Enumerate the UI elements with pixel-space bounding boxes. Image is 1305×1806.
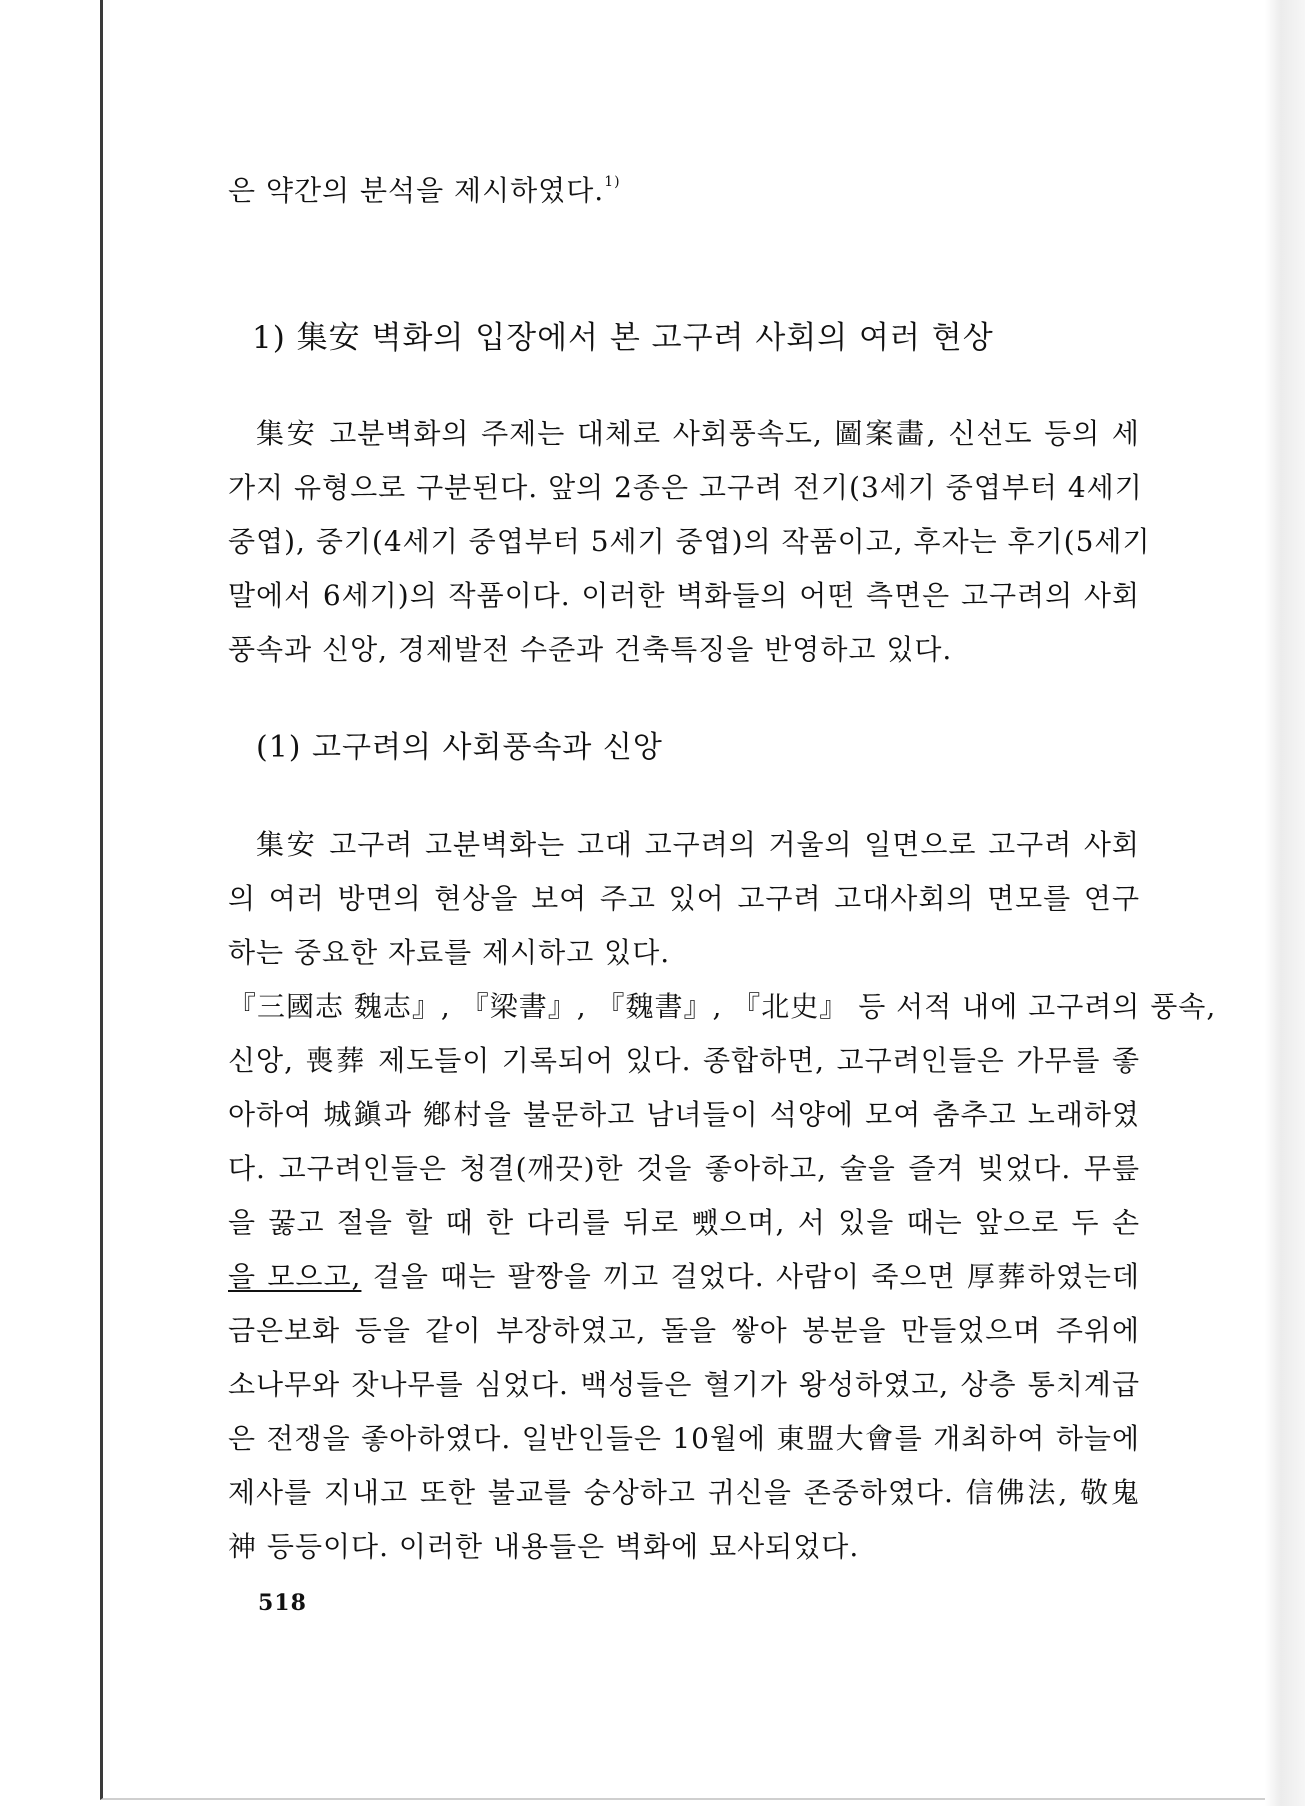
paragraph-line-rest: 걸을 때는 팔짱을 끼고 걸었다. 사람이 죽으면 厚葬하였는데 [361,1260,1140,1293]
paragraph-2 [228,818,1140,980]
paragraph-1 [228,407,1151,677]
paragraph-3 [228,980,1217,1574]
paragraph-line: 은 전쟁을 좋아하였다. 일반인들은 10월에 東盟大會를 개최하여 하늘에 [228,1422,1140,1455]
paragraph-line: 금은보화 등을 같이 부장하였고, 돌을 쌓아 봉분을 만들었으며 주위에 [228,1314,1140,1347]
paragraph-line: 말에서 6세기)의 작품이다. 이러한 벽화들의 어떤 측면은 고구려의 사회 [228,579,1140,612]
paragraph-line: 중엽), 중기(4세기 중엽부터 5세기 중엽)의 작품이고, 후자는 후기(5세기 [228,525,1151,558]
paragraph-line: 하는 중요한 자료를 제시하고 있다. [228,936,671,969]
page-edge-shadow [1265,0,1305,1806]
paragraph-line: 가지 유형으로 구분된다. 앞의 2종은 고구려 전기(3세기 중엽부터 4세기 [228,471,1143,504]
paragraph-line: 신앙, 喪葬 제도들이 기록되어 있다. 종합하면, 고구려인들은 가무를 좋 [228,1044,1140,1077]
paragraph-line: 을 꿇고 절을 할 때 한 다리를 뒤로 뺐으며, 서 있을 때는 앞으로 두 손 [228,1206,1140,1239]
intro-text [228,155,1140,218]
paragraph-line [228,1250,1140,1304]
subsection-heading: (1) 고구려의 사회풍속과 신앙 [256,730,663,765]
footnote-marker: 1) [604,174,621,190]
underlined-phrase: 을 모으고, [228,1260,362,1293]
intro-line: 은 약간의 분석을 제시하였다. [228,174,605,207]
paragraph-line: 神 등등이다. 이러한 내용들은 벽화에 묘사되었다. [228,1530,860,1563]
paragraph-line: 다. 고구려인들은 청결(깨끗)한 것을 좋아하고, 술을 즐겨 빚었다. 무릎 [228,1152,1140,1185]
paragraph-line: 『三國志 魏志』, 『梁書』, 『魏書』, 『北史』 등 서적 내에 고구려의 풍속, [228,990,1217,1023]
paragraph-line: 集安 고구려 고분벽화는 고대 고구려의 거울의 일면으로 고구려 사회 [256,828,1140,861]
paragraph-line: 풍속과 신앙, 경제발전 수준과 건축특징을 반영하고 있다. [228,633,953,666]
paragraph-line: 集安 고분벽화의 주제는 대체로 사회풍속도, 圖案畵, 신선도 등의 세 [256,417,1140,450]
paragraph-line: 아하여 城鎭과 鄕村을 불문하고 남녀들이 석양에 모여 춤추고 노래하였 [228,1098,1140,1131]
paragraph-line: 제사를 지내고 또한 불교를 숭상하고 귀신을 존중하였다. 信佛法, 敬鬼 [228,1476,1140,1509]
paragraph-line: 의 여러 방면의 현상을 보여 주고 있어 고구려 고대사회의 면모를 연구 [228,882,1140,915]
section-heading: 1) 集安 벽화의 입장에서 본 고구려 사회의 여러 현상 [252,320,994,356]
page-number: 518 [258,1590,307,1616]
paragraph-line: 소나무와 잣나무를 심었다. 백성들은 혈기가 왕성하였고, 상층 통치계급 [228,1368,1140,1401]
